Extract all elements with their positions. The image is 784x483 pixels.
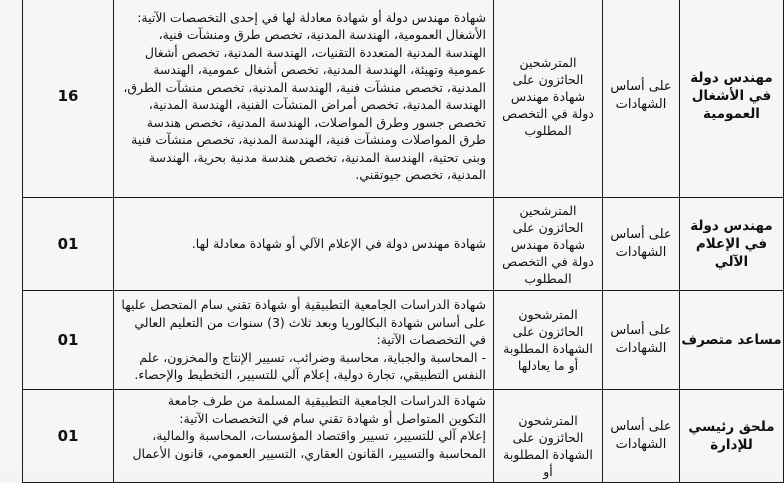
qualification-line: شهادة الدراسات الجامعية التطبيقية المسلمة من طرف جامعة [167,393,486,408]
table-row [23,390,784,483]
required-qualifications [114,390,494,483]
qualification-line: المدنية، تخصص منشآت فنية، الهندسة المدنية، تخصص منشآت الطرق، [123,79,486,95]
job-grade: مهندس دولة في الأشغال العمومية [680,0,784,198]
qualification-line: على أساس شهادة البكالوريا وبعد ثلاث (3) سنوات من التعليم العالي [134,314,486,330]
qualification-line: الأشغال العمومية، الهندسة المدنية، تخصص طرق ومنشآت فنية، [158,27,486,42]
required-qualifications [114,291,494,390]
candidate-requirement: المترشحون الحائزون على الشهادة المطلوبة أو ما يعادلها [494,291,603,390]
recruitment-table [22,0,784,483]
table-row [23,198,784,291]
job-grade: مساعد متصرف [680,291,784,390]
qualification-line: تخصص جسور وطرق المواصلات، الهندسة المدنية، تخصص هندسة [146,114,486,130]
positions-count: 16 [23,0,114,198]
qualification-line: المحاسبة والتسيير، القانون العقاري، التسيير العمومي، قانون الأعمال [132,445,486,461]
job-grade: مهندس دولة في الإعلام الآلي [680,198,784,291]
job-grade: ملحق رئيسي للإدارة [680,390,784,483]
positions-count: 01 [23,390,114,483]
table-row [23,291,784,390]
qualification-line: وبنى تحتية، الهندسة المدنية، تخصص هندسة مدنية بحرية، الهندسة [148,149,486,165]
qualification-line: - المحاسبة والجباية، محاسبة وضرائب، تسيير الإنتاج والمخزون، علم [139,349,486,365]
qualification-line: الهندسة المدنية، تخصص أمراض المنشآت الفنية، الهندسة المدنية، [148,97,486,112]
qualification-line: شهادة الدراسات الجامعية التطبيقية أو شهادة تقني سام المتحصل عليها [121,297,486,313]
qualification-line: طرق المواصلات ومنشآت فنية، الهندسة المدنية، تخصص منشآت فنية [131,132,486,147]
qualification-line: شهادة مهندس دولة في الإعلام الآلي أو شهادة معادلة لها. [191,236,486,252]
required-qualifications [114,0,494,198]
recruitment-mode: على أساس الشهادات [603,198,680,291]
qualification-line: عمومية وتهيئة، الهندسة المدنية، تخصص أشغال عمومية، الهندسة [153,62,486,77]
qualification-line: التكوين المتواصل أو شهادة تقني سام في التخصصات الآتية: [179,410,486,426]
required-qualifications [114,198,494,291]
candidate-requirement: المترشحون الحائزون على الشهادة المطلوبة أو [494,390,603,483]
recruitment-mode: على أساس الشهادات [603,390,680,483]
qualification-line: الهندسة المدنية المتعددة التقنيات، الهندسة المدنية، تخصص أشغال [144,44,486,60]
positions-count: 01 [23,198,114,291]
positions-count: 01 [23,291,114,390]
qualification-line: إعلام آلي للتسيير، تسيير واقتصاد المؤسسات، المحاسبة والمالية، [152,428,486,443]
table-row [23,0,784,198]
recruitment-mode: على أساس الشهادات [603,291,680,390]
recruitment-mode: على أساس الشهادات [603,0,680,198]
candidate-requirement: المترشحين الحائزون على شهادة مهندس دولة في التخصص المطلوب [494,198,603,291]
qualification-line: النفس التطبيقي، تجارة دولية، إعلام آلي للتسيير، التخطيط والإحصاء. [134,367,486,383]
qualification-line: في التخصصات الآتية: [376,332,486,348]
candidate-requirement: المترشحين الحائزون على شهادة مهندس دولة في التخصص المطلوب [494,0,603,198]
qualification-line: المدنية، تخصص جيوتقني. [355,167,486,182]
qualification-line: شهادة مهندس دولة أو شهادة معادلة لها في إحدى التخصصات الآتية: [137,9,486,25]
